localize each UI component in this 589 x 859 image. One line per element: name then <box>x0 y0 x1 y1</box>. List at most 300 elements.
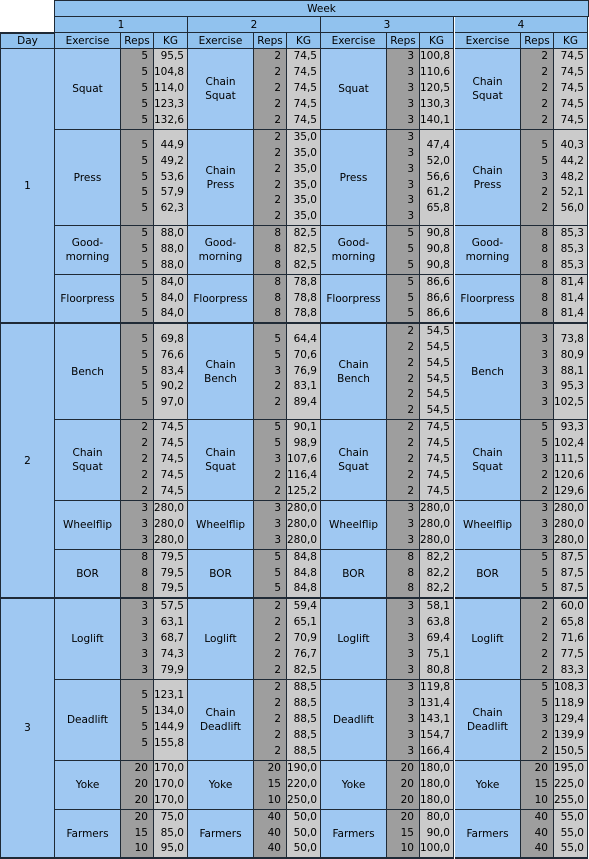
kg-value: 190,0 <box>287 762 318 775</box>
kg-value: 58,1 <box>426 600 450 613</box>
kg-values <box>554 275 588 324</box>
kg-value: 79,5 <box>160 582 184 595</box>
kg-value: 35,0 <box>293 146 317 159</box>
kg-value: 74,5 <box>293 97 317 110</box>
reps-value: 8 <box>541 307 548 320</box>
reps-value: 3 <box>541 502 548 515</box>
reps-value: 5 <box>141 154 148 167</box>
kg-value: 280,0 <box>154 502 185 515</box>
reps-value: 2 <box>141 453 148 466</box>
kg-value: 100,0 <box>420 842 451 855</box>
exercise-column-header: Exercise <box>455 33 521 49</box>
reps-value: 2 <box>274 484 281 497</box>
reps-value: 20 <box>134 762 148 775</box>
kg-value: 116,4 <box>287 468 318 481</box>
kg-value: 86,6 <box>426 291 450 304</box>
kg-value: 74,5 <box>293 82 317 95</box>
exercise-name: Loglift <box>55 599 121 680</box>
reps-value: 3 <box>274 518 281 531</box>
reps-values <box>521 761 554 810</box>
kg-value: 79,9 <box>160 663 184 676</box>
reps-value: 3 <box>407 130 414 143</box>
reps-value: 5 <box>141 332 148 345</box>
kg-value: 61,2 <box>426 186 450 199</box>
reps-values <box>387 49 420 130</box>
kg-value: 83,1 <box>293 380 317 393</box>
kg-values <box>154 324 188 420</box>
kg-value: 88,5 <box>293 744 317 757</box>
kg-value: 88,0 <box>160 258 184 271</box>
kg-values <box>287 130 321 226</box>
kg-values <box>420 420 454 501</box>
reps-values <box>121 501 154 550</box>
kg-value: 81,4 <box>560 275 584 288</box>
kg-value: 89,4 <box>293 396 317 409</box>
reps-value: 8 <box>274 243 281 256</box>
kg-values <box>287 680 321 761</box>
reps-values <box>521 599 554 680</box>
exercise-name: Chain Squat <box>55 420 121 501</box>
reps-value: 15 <box>400 826 414 839</box>
kg-value: 50,0 <box>293 810 317 823</box>
reps-value: 8 <box>141 582 148 595</box>
week-number-1: 1 <box>55 17 188 33</box>
reps-values <box>254 49 287 130</box>
reps-column-header: Reps <box>387 33 420 49</box>
kg-value: 195,0 <box>554 762 585 775</box>
exercise-name: Farmers <box>188 810 254 859</box>
reps-values <box>387 501 420 550</box>
reps-values <box>121 275 154 324</box>
reps-value: 8 <box>541 275 548 288</box>
reps-values <box>121 810 154 859</box>
exercise-column-header: Exercise <box>188 33 254 49</box>
reps-values <box>521 275 554 324</box>
kg-value: 280,0 <box>154 518 185 531</box>
kg-value: 108,3 <box>554 681 585 694</box>
kg-value: 95,3 <box>560 380 584 393</box>
kg-value: 280,0 <box>554 518 585 531</box>
reps-values <box>521 810 554 859</box>
reps-value: 3 <box>407 97 414 110</box>
kg-value: 50,0 <box>293 826 317 839</box>
exercise-name: Chain Squat <box>321 420 387 501</box>
reps-value: 3 <box>274 502 281 515</box>
kg-value: 120,6 <box>554 468 585 481</box>
kg-value: 88,5 <box>293 697 317 710</box>
kg-column-header: KG <box>420 33 454 49</box>
reps-value: 3 <box>407 146 414 159</box>
reps-value: 3 <box>541 364 548 377</box>
kg-values <box>420 130 454 226</box>
kg-value: 280,0 <box>420 518 451 531</box>
reps-value: 5 <box>141 705 148 718</box>
exercise-name: BOR <box>55 550 121 599</box>
reps-value: 5 <box>407 291 414 304</box>
kg-values <box>154 599 188 680</box>
exercise-name: Bench <box>55 324 121 420</box>
reps-values <box>521 550 554 599</box>
kg-value: 82,2 <box>426 582 450 595</box>
reps-value: 5 <box>274 582 281 595</box>
reps-value: 10 <box>134 842 148 855</box>
kg-value: 50,0 <box>293 842 317 855</box>
reps-value: 40 <box>267 810 281 823</box>
kg-values <box>287 420 321 501</box>
kg-value: 88,5 <box>293 728 317 741</box>
reps-value: 2 <box>274 82 281 95</box>
kg-value: 82,5 <box>293 227 317 240</box>
reps-values <box>254 761 287 810</box>
kg-value: 110,6 <box>420 66 451 79</box>
kg-value: 107,6 <box>287 453 318 466</box>
reps-values <box>387 761 420 810</box>
reps-value: 2 <box>407 372 414 385</box>
kg-value: 85,3 <box>560 227 584 240</box>
kg-value: 114,0 <box>154 82 185 95</box>
reps-value: 20 <box>400 793 414 806</box>
reps-value: 2 <box>274 178 281 191</box>
reps-value: 2 <box>541 600 548 613</box>
kg-value: 70,9 <box>293 632 317 645</box>
reps-value: 2 <box>407 421 414 434</box>
reps-value: 20 <box>400 762 414 775</box>
kg-value: 57,9 <box>160 186 184 199</box>
reps-values <box>121 324 154 420</box>
kg-value: 131,4 <box>420 697 451 710</box>
kg-value: 180,0 <box>420 762 451 775</box>
reps-value: 8 <box>541 227 548 240</box>
reps-value: 8 <box>407 582 414 595</box>
exercise-name: Yoke <box>188 761 254 810</box>
kg-value: 82,5 <box>293 663 317 676</box>
exercise-name: Press <box>321 130 387 226</box>
reps-value: 2 <box>541 484 548 497</box>
kg-values <box>154 275 188 324</box>
exercise-name: Deadlift <box>55 680 121 761</box>
kg-value: 62,3 <box>160 202 184 215</box>
kg-values <box>154 420 188 501</box>
kg-value: 87,5 <box>560 566 584 579</box>
reps-values <box>387 550 420 599</box>
reps-value: 2 <box>541 728 548 741</box>
kg-value: 280,0 <box>287 502 318 515</box>
reps-values <box>121 49 154 130</box>
reps-value: 2 <box>541 97 548 110</box>
reps-values <box>521 226 554 275</box>
reps-value: 20 <box>134 810 148 823</box>
kg-value: 84,0 <box>160 275 184 288</box>
kg-value: 85,3 <box>560 258 584 271</box>
reps-value: 8 <box>274 227 281 240</box>
reps-values <box>254 550 287 599</box>
week-number-4: 4 <box>455 17 588 33</box>
exercise-name: Chain Press <box>455 130 521 226</box>
reps-value: 2 <box>141 437 148 450</box>
kg-value: 79,5 <box>160 566 184 579</box>
reps-value: 2 <box>274 468 281 481</box>
reps-values <box>121 226 154 275</box>
kg-value: 78,8 <box>293 307 317 320</box>
reps-values <box>254 275 287 324</box>
reps-values <box>387 599 420 680</box>
kg-value: 98,9 <box>293 437 317 450</box>
reps-value: 5 <box>541 550 548 563</box>
kg-values <box>420 810 454 859</box>
kg-value: 220,0 <box>287 778 318 791</box>
reps-value: 3 <box>407 681 414 694</box>
kg-value: 84,0 <box>160 307 184 320</box>
kg-values <box>554 680 588 761</box>
exercise-name: Deadlift <box>321 680 387 761</box>
reps-value: 3 <box>407 50 414 63</box>
kg-value: 88,5 <box>293 681 317 694</box>
reps-value: 3 <box>407 502 414 515</box>
kg-value: 74,5 <box>160 453 184 466</box>
reps-value: 20 <box>400 810 414 823</box>
reps-value: 10 <box>400 842 414 855</box>
day-label-3: 3 <box>0 599 55 859</box>
kg-value: 84,8 <box>293 550 317 563</box>
reps-value: 2 <box>541 82 548 95</box>
kg-value: 35,0 <box>293 162 317 175</box>
exercise-name: BOR <box>321 550 387 599</box>
reps-value: 8 <box>407 550 414 563</box>
day-label-2: 2 <box>0 324 55 599</box>
kg-value: 180,0 <box>420 793 451 806</box>
reps-value: 40 <box>534 826 548 839</box>
reps-value: 3 <box>141 632 148 645</box>
day-column-header: Day <box>0 33 55 49</box>
kg-value: 79,5 <box>160 550 184 563</box>
reps-value: 40 <box>534 810 548 823</box>
kg-value: 52,0 <box>426 154 450 167</box>
kg-value: 65,8 <box>560 616 584 629</box>
kg-value: 54,5 <box>426 388 450 401</box>
reps-value: 5 <box>141 170 148 183</box>
kg-value: 64,4 <box>293 332 317 345</box>
exercise-name: Farmers <box>321 810 387 859</box>
exercise-name: Good- morning <box>455 226 521 275</box>
kg-value: 87,5 <box>560 582 584 595</box>
reps-value: 3 <box>141 616 148 629</box>
kg-value: 255,0 <box>554 793 585 806</box>
reps-value: 5 <box>541 697 548 710</box>
kg-value: 123,1 <box>154 689 185 702</box>
reps-value: 3 <box>407 533 414 546</box>
kg-value: 102,4 <box>554 437 585 450</box>
kg-value: 74,5 <box>426 437 450 450</box>
reps-value: 2 <box>274 194 281 207</box>
reps-value: 3 <box>141 518 148 531</box>
kg-value: 80,9 <box>560 348 584 361</box>
kg-values <box>287 550 321 599</box>
kg-value: 56,6 <box>426 170 450 183</box>
kg-value: 155,8 <box>154 736 185 749</box>
exercise-name: Wheelflip <box>188 501 254 550</box>
reps-values <box>521 680 554 761</box>
kg-value: 74,5 <box>560 97 584 110</box>
kg-value: 76,9 <box>293 364 317 377</box>
kg-value: 53,6 <box>160 170 184 183</box>
reps-value: 2 <box>407 356 414 369</box>
reps-value: 3 <box>407 744 414 757</box>
reps-value: 5 <box>541 154 548 167</box>
kg-values <box>554 501 588 550</box>
reps-value: 2 <box>274 396 281 409</box>
kg-value: 82,5 <box>293 243 317 256</box>
reps-values <box>121 599 154 680</box>
kg-value: 134,0 <box>154 705 185 718</box>
kg-value: 49,2 <box>160 154 184 167</box>
kg-value: 85,3 <box>560 243 584 256</box>
kg-value: 54,5 <box>426 340 450 353</box>
reps-value: 3 <box>407 616 414 629</box>
reps-value: 5 <box>141 97 148 110</box>
reps-value: 5 <box>141 50 148 63</box>
kg-value: 63,1 <box>160 616 184 629</box>
reps-value: 2 <box>541 647 548 660</box>
reps-value: 3 <box>141 647 148 660</box>
reps-value: 8 <box>274 291 281 304</box>
reps-value: 5 <box>141 275 148 288</box>
reps-value: 5 <box>407 227 414 240</box>
kg-value: 130,3 <box>420 97 451 110</box>
kg-values <box>420 324 454 420</box>
reps-value: 8 <box>274 275 281 288</box>
reps-value: 8 <box>274 258 281 271</box>
kg-value: 81,4 <box>560 291 584 304</box>
reps-value: 5 <box>141 721 148 733</box>
reps-value: 3 <box>407 647 414 660</box>
exercise-name: Chain Deadlift <box>455 680 521 761</box>
reps-value: 2 <box>541 186 548 199</box>
reps-value: 2 <box>274 616 281 629</box>
kg-value: 95,0 <box>160 842 184 855</box>
kg-value: 74,5 <box>426 421 450 434</box>
kg-values <box>154 810 188 859</box>
reps-value: 5 <box>141 82 148 95</box>
exercise-name: Squat <box>55 49 121 130</box>
reps-value: 20 <box>267 762 281 775</box>
kg-value: 280,0 <box>554 502 585 515</box>
reps-value: 3 <box>541 533 548 546</box>
reps-value: 8 <box>541 258 548 271</box>
reps-value: 40 <box>267 826 281 839</box>
reps-value: 5 <box>141 243 148 256</box>
reps-value: 3 <box>407 600 414 613</box>
reps-values <box>121 761 154 810</box>
reps-value: 3 <box>407 663 414 676</box>
reps-values <box>387 324 420 420</box>
reps-values <box>254 324 287 420</box>
kg-value: 55,0 <box>560 842 584 855</box>
reps-value: 2 <box>274 600 281 613</box>
reps-value: 3 <box>407 728 414 741</box>
reps-value: 3 <box>274 453 281 466</box>
kg-value: 88,0 <box>160 227 184 240</box>
reps-value: 5 <box>274 332 281 345</box>
exercise-name: Good- morning <box>321 226 387 275</box>
reps-value: 15 <box>267 778 281 791</box>
reps-value: 5 <box>141 202 148 215</box>
kg-value: 55,0 <box>560 810 584 823</box>
reps-value: 5 <box>141 227 148 240</box>
reps-value: 5 <box>141 66 148 79</box>
kg-value: 90,8 <box>426 227 450 240</box>
exercise-name: Chain Deadlift <box>188 680 254 761</box>
kg-values <box>554 810 588 859</box>
reps-value: 5 <box>274 421 281 434</box>
exercise-name: Floorpress <box>455 275 521 324</box>
reps-values <box>254 420 287 501</box>
kg-value: 88,1 <box>560 364 584 377</box>
kg-values <box>420 761 454 810</box>
kg-value: 74,5 <box>293 50 317 63</box>
kg-values <box>154 550 188 599</box>
reps-value: 3 <box>407 194 414 207</box>
week-header: Week <box>55 0 589 17</box>
reps-column-header: Reps <box>521 33 554 49</box>
reps-value: 5 <box>541 138 548 151</box>
kg-value: 69,4 <box>426 632 450 645</box>
reps-value: 3 <box>141 533 148 546</box>
kg-value: 102,5 <box>554 396 585 409</box>
kg-value: 80,8 <box>426 663 450 676</box>
reps-value: 2 <box>141 468 148 481</box>
exercise-name: Chain Squat <box>455 420 521 501</box>
kg-value: 57,5 <box>160 600 184 613</box>
reps-values <box>387 810 420 859</box>
kg-value: 90,8 <box>426 243 450 256</box>
reps-value: 2 <box>274 728 281 741</box>
kg-value: 69,8 <box>160 332 184 345</box>
reps-value: 5 <box>141 689 148 702</box>
kg-values <box>154 501 188 550</box>
reps-value: 5 <box>541 437 548 450</box>
kg-value: 83,4 <box>160 364 184 377</box>
kg-value: 74,5 <box>160 484 184 497</box>
kg-values <box>554 49 588 130</box>
exercise-name: Loglift <box>321 599 387 680</box>
reps-values <box>254 501 287 550</box>
reps-value: 2 <box>407 388 414 401</box>
exercise-name: Wheelflip <box>455 501 521 550</box>
reps-value: 3 <box>407 632 414 645</box>
reps-values <box>121 680 154 761</box>
kg-value: 35,0 <box>293 194 317 207</box>
reps-value: 2 <box>274 97 281 110</box>
kg-value: 78,8 <box>293 275 317 288</box>
kg-values <box>287 810 321 859</box>
reps-values <box>387 226 420 275</box>
reps-value: 2 <box>541 50 548 63</box>
kg-values <box>420 226 454 275</box>
kg-value: 280,0 <box>420 533 451 546</box>
reps-value: 5 <box>274 348 281 361</box>
kg-value: 86,6 <box>426 307 450 320</box>
exercise-name: Good- morning <box>188 226 254 275</box>
reps-value: 3 <box>407 162 414 175</box>
reps-value: 5 <box>274 437 281 450</box>
reps-values <box>121 550 154 599</box>
kg-value: 74,5 <box>160 421 184 434</box>
reps-value: 5 <box>141 186 148 199</box>
kg-value: 143,1 <box>420 713 451 726</box>
kg-value: 74,5 <box>560 66 584 79</box>
reps-value: 2 <box>541 66 548 79</box>
kg-value: 78,8 <box>293 291 317 304</box>
